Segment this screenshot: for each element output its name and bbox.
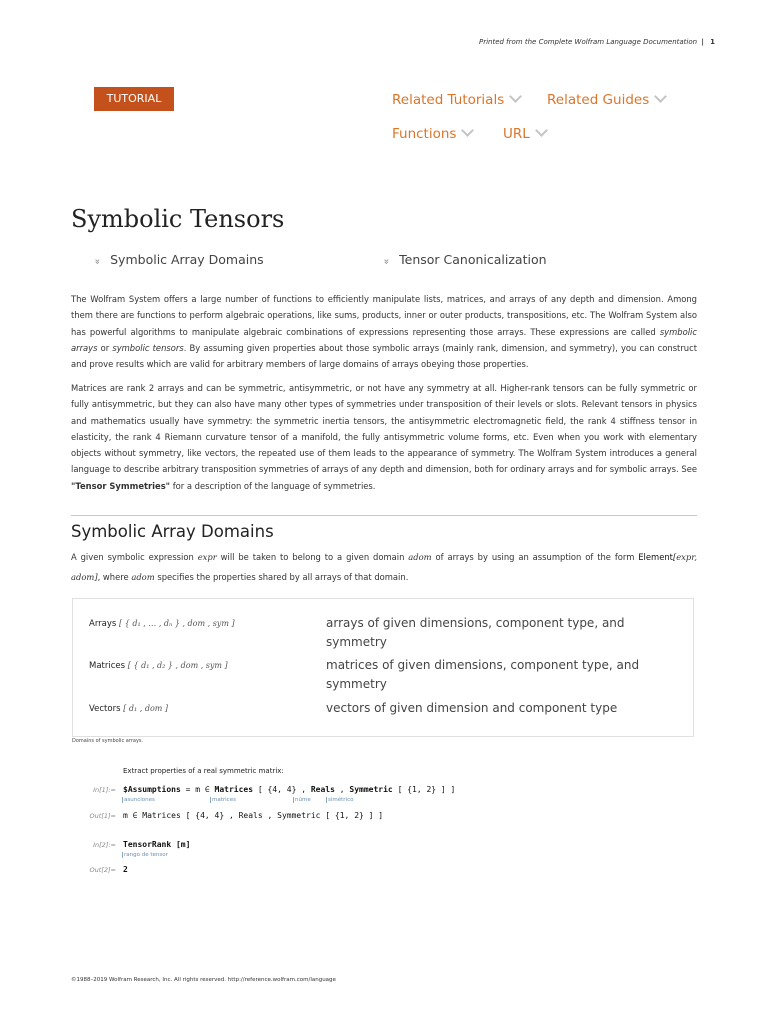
code-token: $Assumptions	[123, 785, 181, 794]
matrices-function-link[interactable]: Matrices	[89, 661, 126, 671]
in1-label: In[1]:=	[93, 786, 116, 794]
gloss-asunciones: asunciones	[124, 797, 155, 803]
intro-paragraph-1	[71, 291, 697, 372]
out1-label: Out[1]=	[89, 812, 116, 820]
math-adom: adom	[408, 552, 432, 562]
double-chevron-icon: »	[380, 258, 392, 265]
code-token: [ {1, 2} ] ]	[392, 785, 456, 794]
section-title: Symbolic Array Domains	[71, 522, 274, 541]
related-tutorials-label: Related Tutorials	[392, 92, 505, 108]
gloss-matrices: matrices	[212, 797, 236, 803]
table-row-vectors	[89, 704, 168, 714]
table-caption: Domains of symbolic arrays.	[72, 738, 144, 744]
math-args: [expr, adom]	[71, 552, 698, 582]
related-guides-label: Related Guides	[547, 92, 650, 108]
emphasis: symbolic tensors	[112, 342, 184, 353]
text: Matrices are rank 2 arrays and can be symmetric, antisymmetric, or not have any symmetry at all. Higher-rank tensors can be fully symmetric or fully antisymmetric, but they can also have many other types of symmetries under transposition of their levels or slots. Relevant tensors in physics and mathematics usually have symmetry: the symmetric inertia tensors, the antisymmetric electromagnetic field, the rank 4 stiffness tensor in elasticity, the rank 4 Riemann curvature tensor of a manifold, the fully antisymmetric volume forms, etc. Even when you work with elementary objects without symmetry, like vectors, the repeated use of them leads to the appearance of symmetry. The Wolfram System introduces a general language to describe arbitrary transposition symmetries of arrays of any depth and dimension, both for ordinary arrays and for symbolic arrays. See	[71, 383, 697, 475]
text: . By assuming given properties about those symbolic arrays (mainly rank, dimension, and symmetry), you can construct and prove results which are valid for arbitrary members of large domains of arrays obeying those properties.	[71, 342, 697, 370]
toc-link-tensor-canonicalization[interactable]	[380, 252, 547, 267]
text: specifies the properties shared by all arrays of that domain.	[154, 571, 409, 582]
text: The Wolfram System offers a large number of functions to efficiently manipulate lists, matrices, and arrays of any depth and dimension. Among them there are functions to perform algebraic operations, like sums, products, inner or outer products, transpositions, etc. The Wolfram System also has powerful algorithms to manipulate algebraic combinations of expressions representing those arrays. These expressions are called	[71, 294, 697, 337]
gloss-simetrico: simétrico	[328, 797, 354, 803]
gloss-numeros: núme	[295, 797, 311, 803]
section-paragraph	[71, 548, 697, 587]
code-token: [ {4, 4} ,	[253, 785, 311, 794]
text: for a description of the language of symmetries.	[170, 480, 376, 491]
out2-label: Out[2]=	[89, 866, 116, 874]
code-token: ,	[334, 785, 350, 794]
header-separator: |	[701, 38, 704, 46]
vectors-args: [ d₁ , dom ]	[123, 704, 169, 713]
intro-paragraph-2	[71, 380, 697, 494]
text: or	[97, 342, 113, 353]
text: will be taken to belong to a given domain	[216, 552, 409, 562]
element-function-link[interactable]: Element	[638, 552, 673, 562]
matrices-args: [ { d₁ , d₂ } , dom , sym ]	[127, 661, 228, 670]
emphasis: symbolic arrays	[71, 326, 697, 353]
functions-label: Functions	[392, 126, 457, 142]
in1-code[interactable]	[123, 785, 455, 794]
out2-code: 2	[123, 865, 128, 874]
chevron-down-icon	[509, 90, 522, 103]
toc-link-symbolic-array-domains[interactable]	[91, 252, 264, 267]
functions-menu[interactable]	[392, 126, 472, 142]
arrays-description: arrays of given dimensions, component type, and symmetry	[326, 616, 625, 649]
arrays-args: [ { d₁ , … , dₙ } , dom , sym ]	[119, 619, 235, 628]
toc-label: Symbolic Array Domains	[110, 252, 264, 267]
code-token: Reals	[310, 785, 335, 794]
tutorial-badge: TUTORIAL	[94, 87, 174, 111]
matrices-description: matrices of given dimensions, component type, and symmetry	[326, 658, 640, 691]
print-header	[479, 38, 715, 46]
printed-from-text: Printed from the Complete Wolfram Language Documentation	[478, 38, 698, 46]
table-row-arrays	[89, 619, 235, 629]
table-row-matrices	[89, 661, 228, 671]
text: A given symbolic expression	[71, 552, 198, 562]
in2-code[interactable]: TensorRank [m]	[123, 840, 191, 849]
math-expr: expr	[197, 552, 217, 562]
vectors-description: vectors of given dimension and component type	[326, 701, 618, 715]
vectors-function-link[interactable]: Vectors	[89, 704, 121, 714]
page-number: 1	[710, 38, 715, 46]
in2-label: In[2]:=	[93, 841, 116, 849]
footer-copyright: ©1988–2019 Wolfram Research, Inc. All rights reserved. http://reference.wolfram.com/language	[71, 977, 336, 983]
code-token: Matrices	[214, 785, 254, 794]
tensor-symmetries-link[interactable]: "Tensor Symmetries"	[71, 480, 171, 491]
toc-label: Tensor Canonicalization	[399, 252, 547, 267]
math-adom: adom	[131, 571, 155, 582]
arrays-function-link[interactable]: Arrays	[89, 619, 117, 629]
example-label: Extract properties of a real symmetric matrix:	[123, 767, 284, 775]
chevron-down-icon	[462, 124, 475, 137]
chevron-down-icon	[535, 124, 548, 137]
gloss-rango-de-tensor: rango de tensor	[124, 852, 168, 858]
text: , where	[97, 571, 132, 582]
related-tutorials-menu[interactable]	[392, 92, 520, 108]
out1-code: m ∈ Matrices [ {4, 4} , Reals , Symmetric [ {1, 2} ] ]	[123, 811, 384, 820]
url-label: URL	[503, 126, 530, 142]
section-divider	[71, 515, 697, 516]
double-chevron-icon: »	[91, 258, 103, 265]
page-title: Symbolic Tensors	[71, 205, 285, 233]
code-token: Symmetric	[349, 785, 393, 794]
url-menu[interactable]	[503, 126, 546, 142]
code-token: = m ∈	[180, 785, 215, 794]
related-guides-menu[interactable]	[547, 92, 665, 108]
chevron-down-icon	[654, 90, 667, 103]
text: of arrays by using an assumption of the form	[431, 552, 635, 562]
